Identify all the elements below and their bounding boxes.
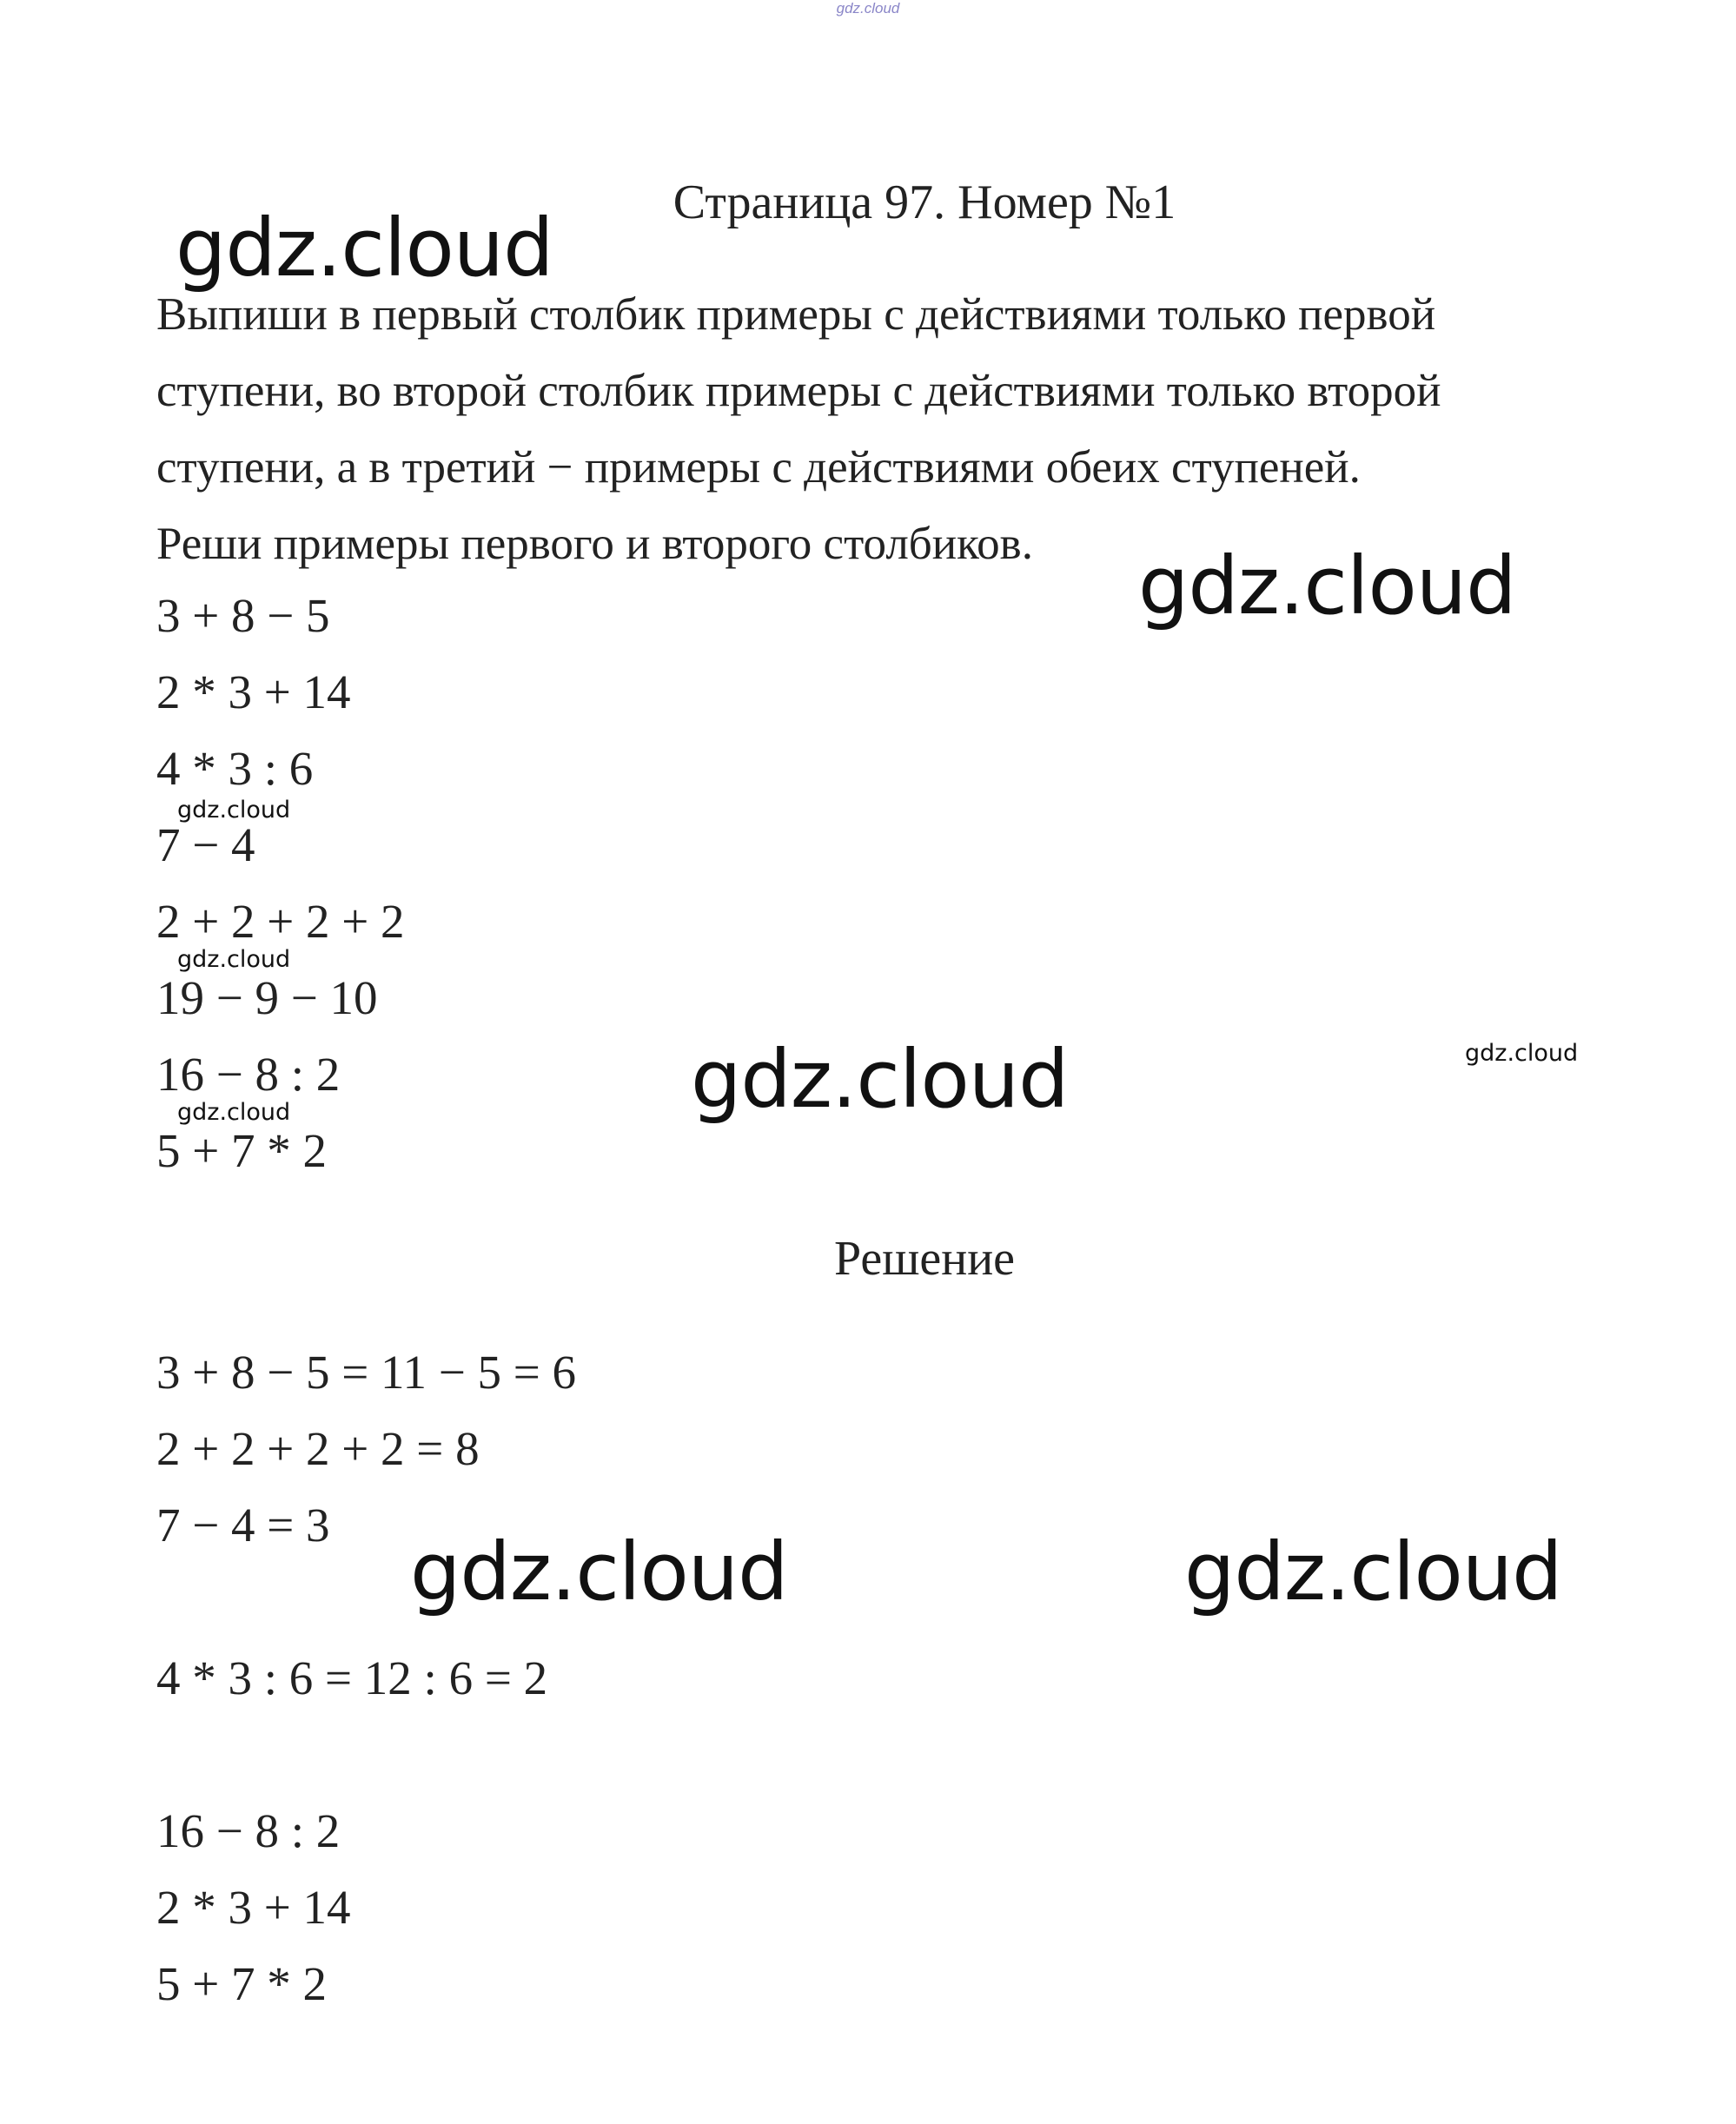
watermark: gdz.cloud xyxy=(177,946,291,973)
task-line: Выпиши в первый столбик примеры с действиями только первой xyxy=(156,289,1436,340)
example-line: 16 − 8 : 2 xyxy=(156,1048,341,1101)
task-line: ступени, во второй столбик примеры с действиями только второй xyxy=(156,366,1441,416)
solution-line: 3 + 8 − 5 = 11 − 5 = 6 xyxy=(156,1346,577,1399)
solution-line: 2 * 3 + 14 xyxy=(156,1881,351,1934)
task-line: Реши примеры первого и второго столбиков. xyxy=(156,519,1033,569)
task-line: ступени, а в третий − примеры с действиями обеих ступеней. xyxy=(156,442,1361,493)
example-line: 4 * 3 : 6 xyxy=(156,742,314,795)
example-line: 2 * 3 + 14 xyxy=(156,665,351,718)
example-line: 7 − 4 xyxy=(156,818,255,871)
example-line: 5 + 7 * 2 xyxy=(156,1124,328,1177)
solution-line: 2 + 2 + 2 + 2 = 8 xyxy=(156,1422,480,1475)
task-text xyxy=(156,276,1651,582)
solution-line: 5 + 7 * 2 xyxy=(156,1957,328,2010)
solution-line: 7 − 4 = 3 xyxy=(156,1499,330,1552)
solution-line: 16 − 8 : 2 xyxy=(156,1804,341,1857)
watermark: gdz.cloud xyxy=(410,1525,788,1618)
watermark: gdz.cloud xyxy=(691,1033,1069,1126)
example-line: 19 − 9 − 10 xyxy=(156,971,378,1024)
header-watermark: gdz.cloud xyxy=(836,0,900,17)
watermark: gdz.cloud xyxy=(176,202,553,294)
watermark: gdz.cloud xyxy=(1184,1525,1562,1618)
example-line: 3 + 8 − 5 xyxy=(156,589,330,642)
solution-line: 4 * 3 : 6 = 12 : 6 = 2 xyxy=(156,1651,548,1704)
watermark: gdz.cloud xyxy=(177,797,291,824)
example-line: 2 + 2 + 2 + 2 xyxy=(156,895,405,948)
watermark: gdz.cloud xyxy=(1465,1040,1579,1067)
watermark: gdz.cloud xyxy=(177,1099,291,1126)
solution-title: Решение xyxy=(833,1232,1016,1286)
page-title: Страница 97. Номер №1 xyxy=(673,175,1176,229)
watermark: gdz.cloud xyxy=(1138,539,1516,632)
